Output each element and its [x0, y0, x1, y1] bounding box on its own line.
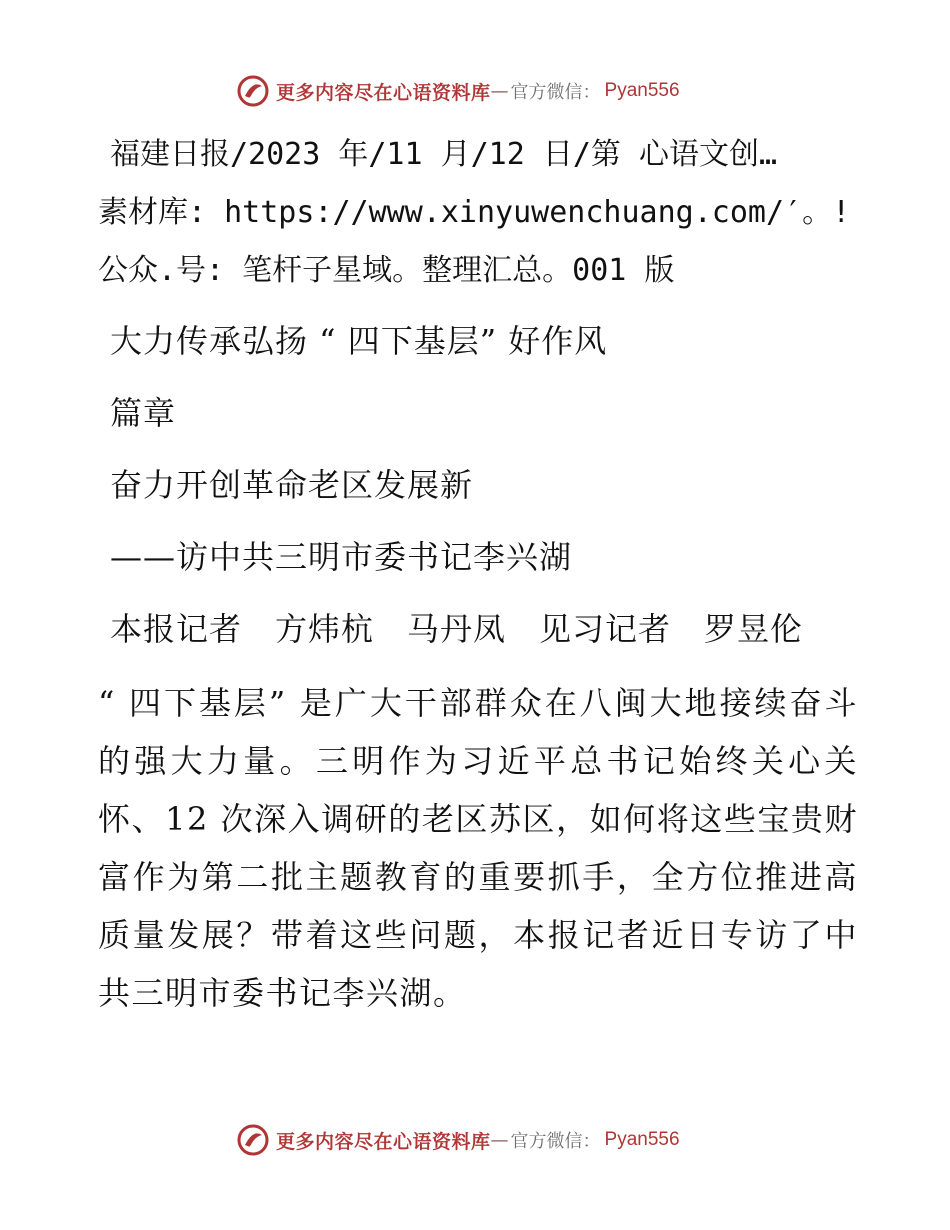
- watermark-wechat-label: 官方微信：: [510, 1131, 601, 1152]
- swirl-pen-logo-icon: [236, 74, 270, 108]
- article-paragraph: “ 四下基层” 是广大干部群众在八闽大地接续奋斗的强大力量。三明作为习近平总书记始终关心关怀、12 次深入调研的老区苏区，如何将这些宝贵财富作为第二批主题教育的重要抓手，全方位推进高质量发展？带着这些问题，本报记者近日专访了中共三明市委书记李兴湖。: [98, 684, 858, 1012]
- article-subtitle: ——访中共三明市委书记李兴湖: [110, 538, 573, 576]
- document-body: [98, 124, 858, 1022]
- source-url: 素材库: https://www.xinyuwenchuang.com/′。!: [98, 195, 851, 230]
- watermark-text: 更多内容尽在心语资料库: [276, 81, 491, 104]
- watermark-wechat-label: 官方微信：: [510, 82, 601, 103]
- source-info: 福建日报/2023 年/11 月/12 日/第 心语文创…: [110, 137, 778, 172]
- source-line: [98, 124, 858, 182]
- article-headline: 大力传承弘扬 “ 四下基层” 好作风: [110, 322, 608, 360]
- watermark-wechat-id: Pyan556: [604, 1129, 680, 1150]
- watermark-wechat-id: Pyan556: [604, 80, 680, 101]
- watermark-separator: —: [490, 80, 509, 102]
- article-byline: 本报记者 方炜杭 马丹凤 见习记者 罗昱伦: [110, 610, 804, 648]
- watermark-separator: —: [490, 1129, 509, 1151]
- watermark-text: 更多内容尽在心语资料库: [276, 1130, 491, 1153]
- source-account: 公众.号: 笔杆子星域。整理汇总。001 版: [98, 253, 675, 288]
- swirl-pen-logo-icon: [236, 1123, 270, 1157]
- source-account-line: [98, 240, 858, 298]
- bottom-watermark-banner: [236, 1121, 680, 1159]
- article-title-part1: 篇章: [110, 394, 177, 432]
- top-watermark-banner: [236, 72, 680, 110]
- article-title-part2: 奋力开创革命老区发展新: [110, 466, 474, 504]
- source-url-line: [98, 182, 858, 240]
